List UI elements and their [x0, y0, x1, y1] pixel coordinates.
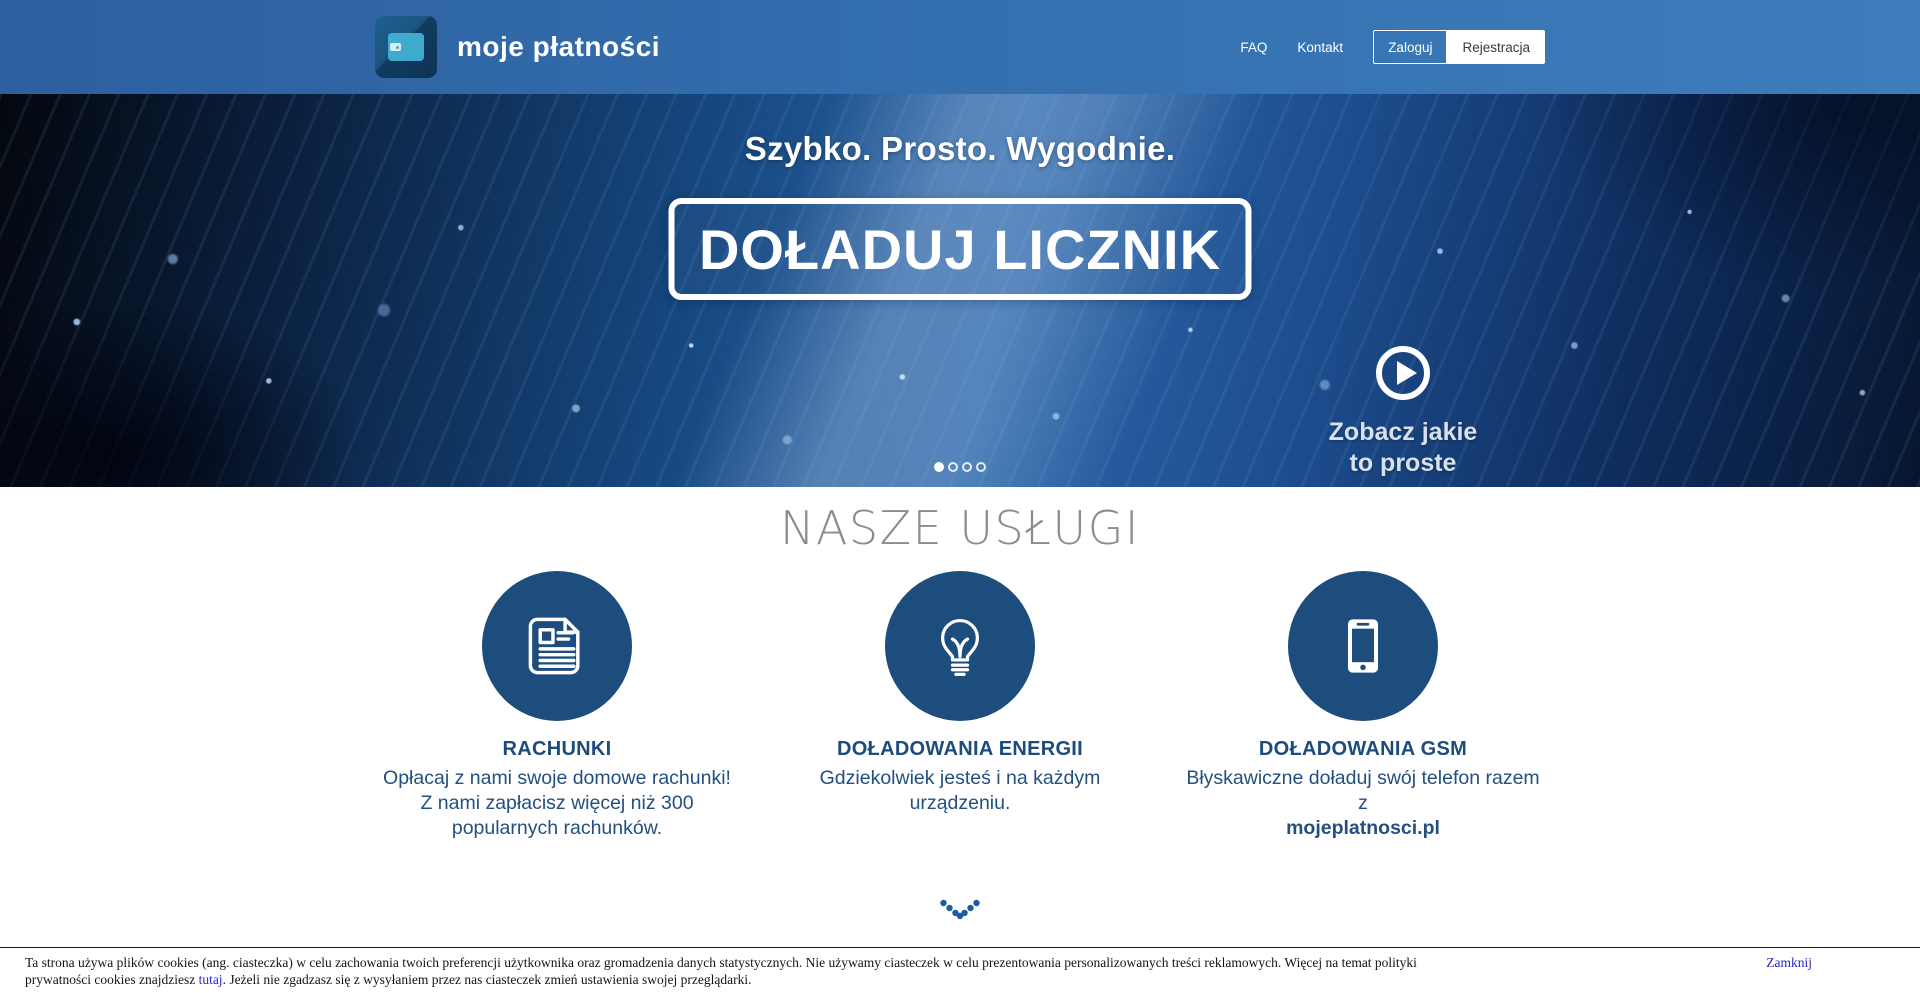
cookie-consent-bar	[0, 947, 1920, 993]
lightbulb-icon[interactable]	[885, 571, 1035, 721]
service-desc: Błyskawiczne doładuj swój telefon razem z mojeplatnosci.pl	[1186, 767, 1540, 839]
brand-logo[interactable]	[375, 16, 660, 78]
carousel-dot-1[interactable]	[934, 462, 944, 472]
video-caption: Zobacz jakie to proste	[1328, 418, 1478, 477]
video-teaser[interactable]	[1293, 344, 1513, 479]
carousel-dot-3[interactable]	[962, 462, 972, 472]
carousel-dot-2[interactable]	[948, 462, 958, 472]
register-button[interactable]: Rejestracja	[1447, 30, 1545, 64]
smartphone-icon[interactable]	[1288, 571, 1438, 721]
cookie-text: Ta strona używa plików cookies (ang. ciasteczka) w celu zachowania twoich preferencji użytkownika oraz gromadzenia danych statystycznych. Nie używamy ciasteczek w celu prezentowania personalizowanych treści reklamowych. Więcej na temat polityki prywatności cookies znajdziesz tutaj. Jeżeli nie zgadzasz się z wysyłaniem przez nas ciasteczek zmień ustawienia swojej przeglądarki.	[25, 955, 1417, 987]
cookie-policy-link[interactable]: tutaj	[198, 972, 223, 987]
login-button[interactable]: Zaloguj	[1373, 30, 1447, 64]
service-desc: Gdziekolwiek jesteś i na każdym urządzeniu.	[819, 767, 1101, 814]
services-heading: NASZE USŁUGI	[780, 501, 1140, 555]
top-up-meter-button[interactable]: DOŁADUJ LICZNIK	[669, 198, 1252, 300]
service-card-gsm	[1181, 571, 1545, 841]
service-title: RACHUNKI	[502, 738, 612, 760]
nav-link-kontakt[interactable]: Kontakt	[1297, 39, 1344, 55]
wallet-icon	[375, 16, 437, 78]
service-card-energia	[778, 571, 1142, 841]
invoice-document-icon[interactable]	[482, 571, 632, 721]
chevron-down-dots-icon[interactable]	[940, 899, 981, 925]
nav-link-faq[interactable]: FAQ	[1240, 39, 1268, 55]
carousel-dot-4[interactable]	[976, 462, 986, 472]
navbar	[0, 0, 1920, 94]
service-title: DOŁADOWANIA ENERGII	[836, 738, 1084, 760]
brand-name: moje płatności	[457, 31, 661, 62]
carousel-dots	[934, 462, 986, 472]
hero-tagline: Szybko. Prosto. Wygodnie.	[744, 130, 1176, 167]
services-section	[0, 487, 1920, 947]
service-card-rachunki	[375, 571, 739, 841]
service-desc: Opłacaj z nami swoje domowe rachunki! Z nami zapłacisz więcej niż 300 popularnych rachunków.	[383, 767, 731, 839]
service-title: DOŁADOWANIA GSM	[1258, 738, 1468, 760]
play-icon[interactable]	[1374, 344, 1432, 407]
cookie-close-link[interactable]: Zamknij	[1766, 955, 1812, 970]
hero-banner	[0, 94, 1920, 487]
